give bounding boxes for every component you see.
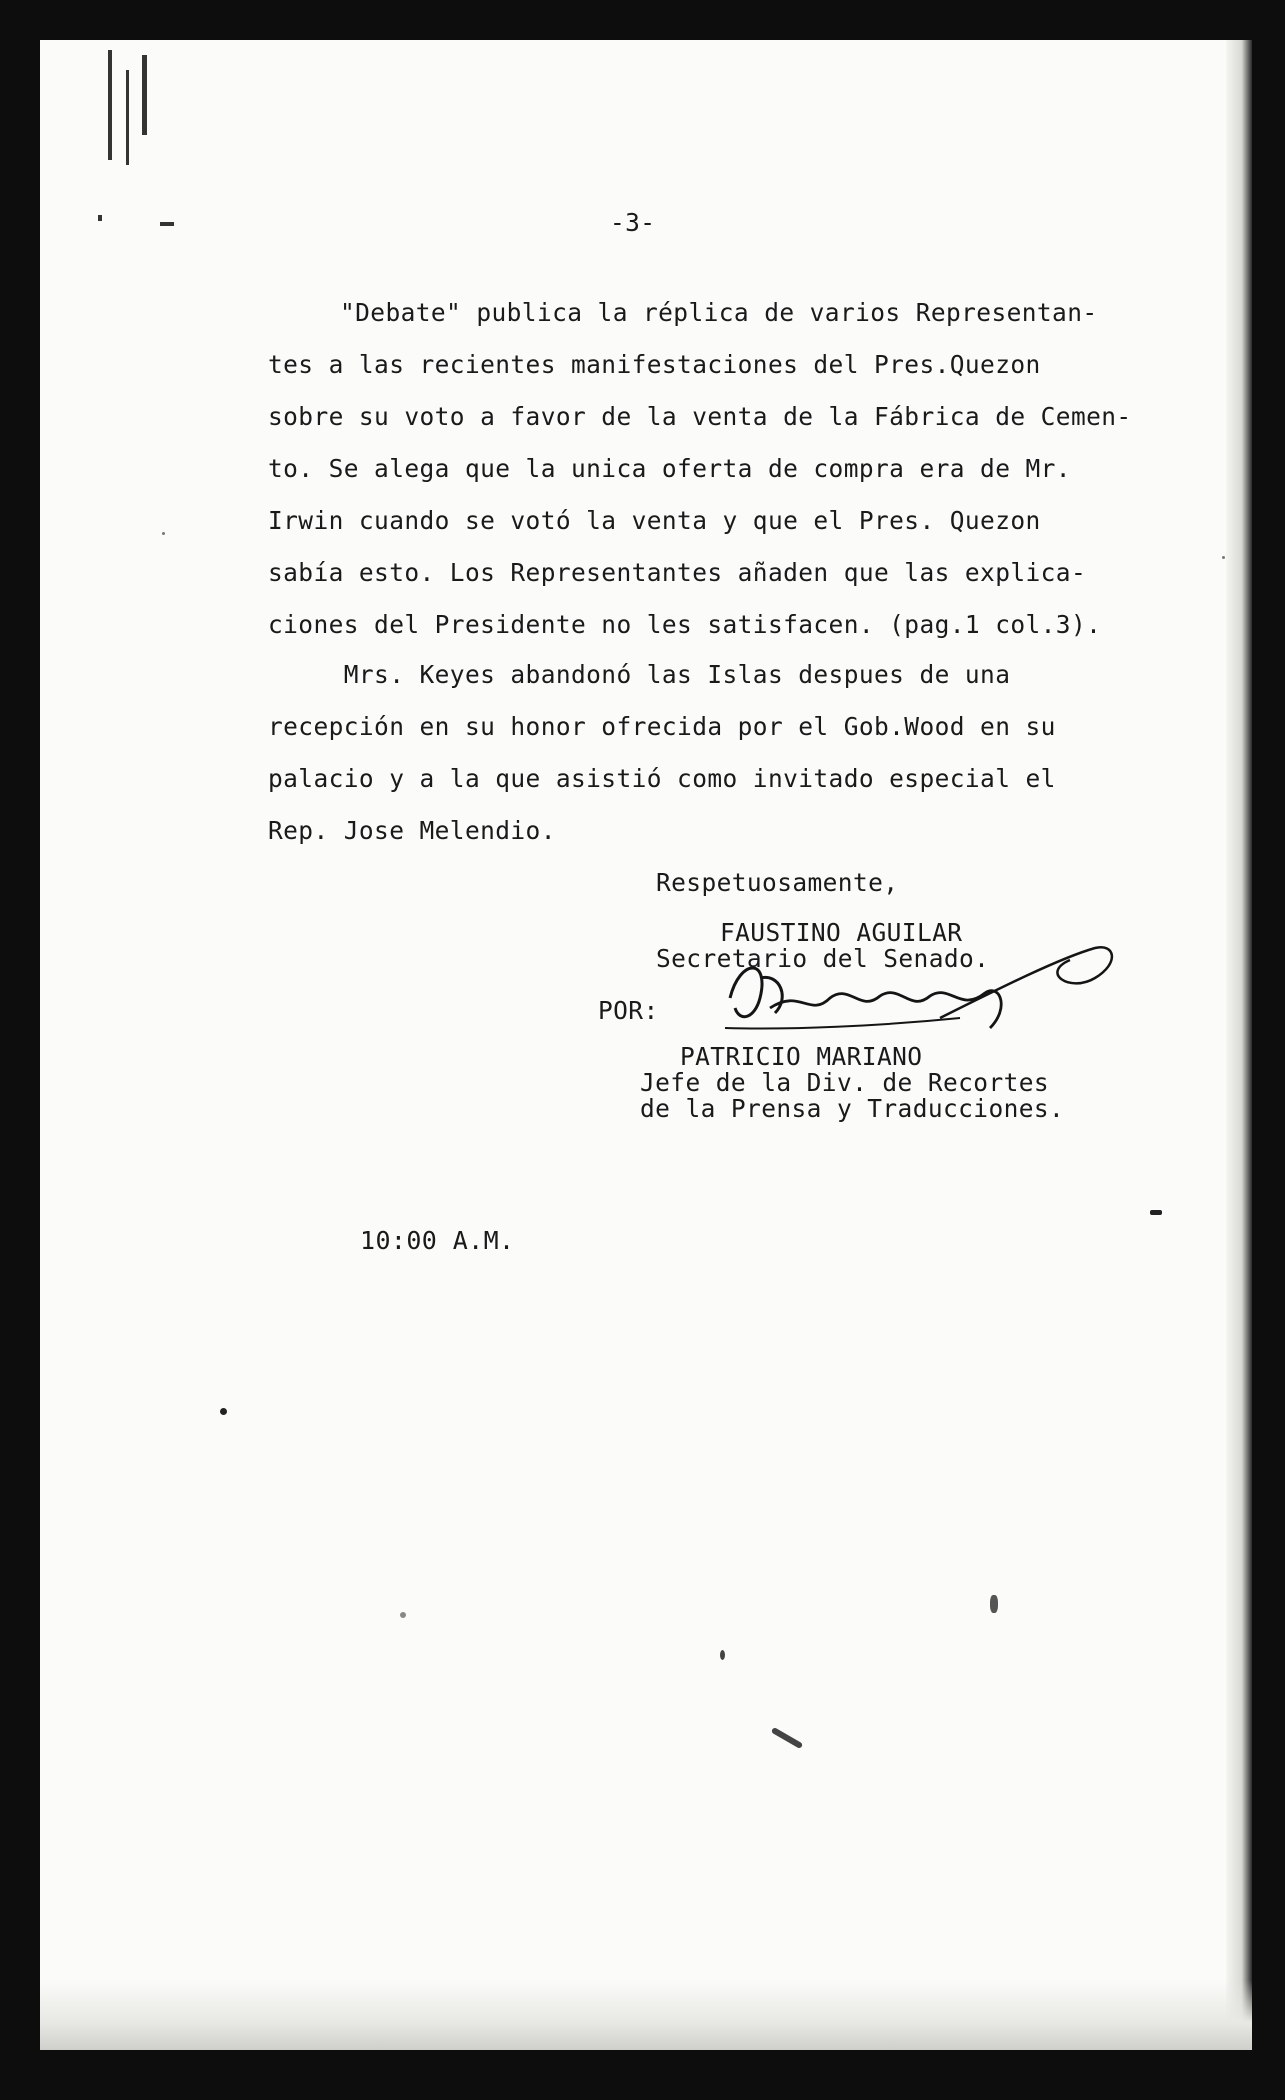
body-line: to. Se alega que la unica oferta de compra era de Mr. <box>268 454 1071 483</box>
body-line: tes a las recientes manifestaciones del Pres.Quezon <box>268 350 1041 379</box>
binding-mark <box>98 215 102 221</box>
por-label: POR: <box>598 996 659 1025</box>
binding-mark <box>160 222 174 226</box>
page-bottom-wear <box>40 1980 1252 2050</box>
paper-speck <box>220 1408 227 1415</box>
time-stamp: 10:00 A.M. <box>360 1226 515 1255</box>
page-number: -3- <box>610 208 656 237</box>
paper-speck <box>720 1650 725 1660</box>
page-edge-shadow <box>1226 40 1252 2050</box>
paper-speck <box>990 1595 998 1613</box>
signatory-name: FAUSTINO AGUILAR <box>720 918 963 947</box>
paper-speck <box>771 1727 803 1749</box>
body-line: Rep. Jose Melendio. <box>268 816 556 845</box>
handwritten-signature <box>700 938 1120 1058</box>
closing: Respetuosamente, <box>656 868 899 897</box>
second-signatory-name: PATRICIO MARIANO <box>680 1042 923 1071</box>
paper-speck <box>162 532 165 535</box>
paper-speck <box>400 1612 406 1618</box>
body-line: Irwin cuando se votó la venta y que el Pres. Quezon <box>268 506 1041 535</box>
body-line: sobre su voto a favor de la venta de la Fábrica de Cemen- <box>268 402 1132 431</box>
signatory-title: Secretario del Senado. <box>656 944 990 973</box>
body-line: sabía esto. Los Representantes añaden que las explica- <box>268 558 1087 587</box>
paper-speck <box>1222 556 1225 559</box>
binding-mark <box>126 70 129 165</box>
body-line: recepción en su honor ofrecida por el Gob.Wood en su <box>268 712 1056 741</box>
second-signatory-title-1: Jefe de la Div. de Recortes <box>640 1068 1050 1097</box>
document-page <box>40 40 1252 2050</box>
body-line: palacio y a la que asistió como invitado especial el <box>268 764 1056 793</box>
body-line: ciones del Presidente no les satisfacen. (pag.1 col.3). <box>268 610 1102 639</box>
second-signatory-title-2: de la Prensa y Traducciones. <box>640 1094 1065 1123</box>
body-line: Mrs. Keyes abandonó las Islas despues de una <box>268 660 1011 689</box>
paper-speck <box>1150 1210 1162 1215</box>
binding-mark <box>142 55 147 135</box>
binding-mark <box>108 50 112 160</box>
body-line: "Debate" publica la réplica de varios Representan- <box>340 298 1098 327</box>
